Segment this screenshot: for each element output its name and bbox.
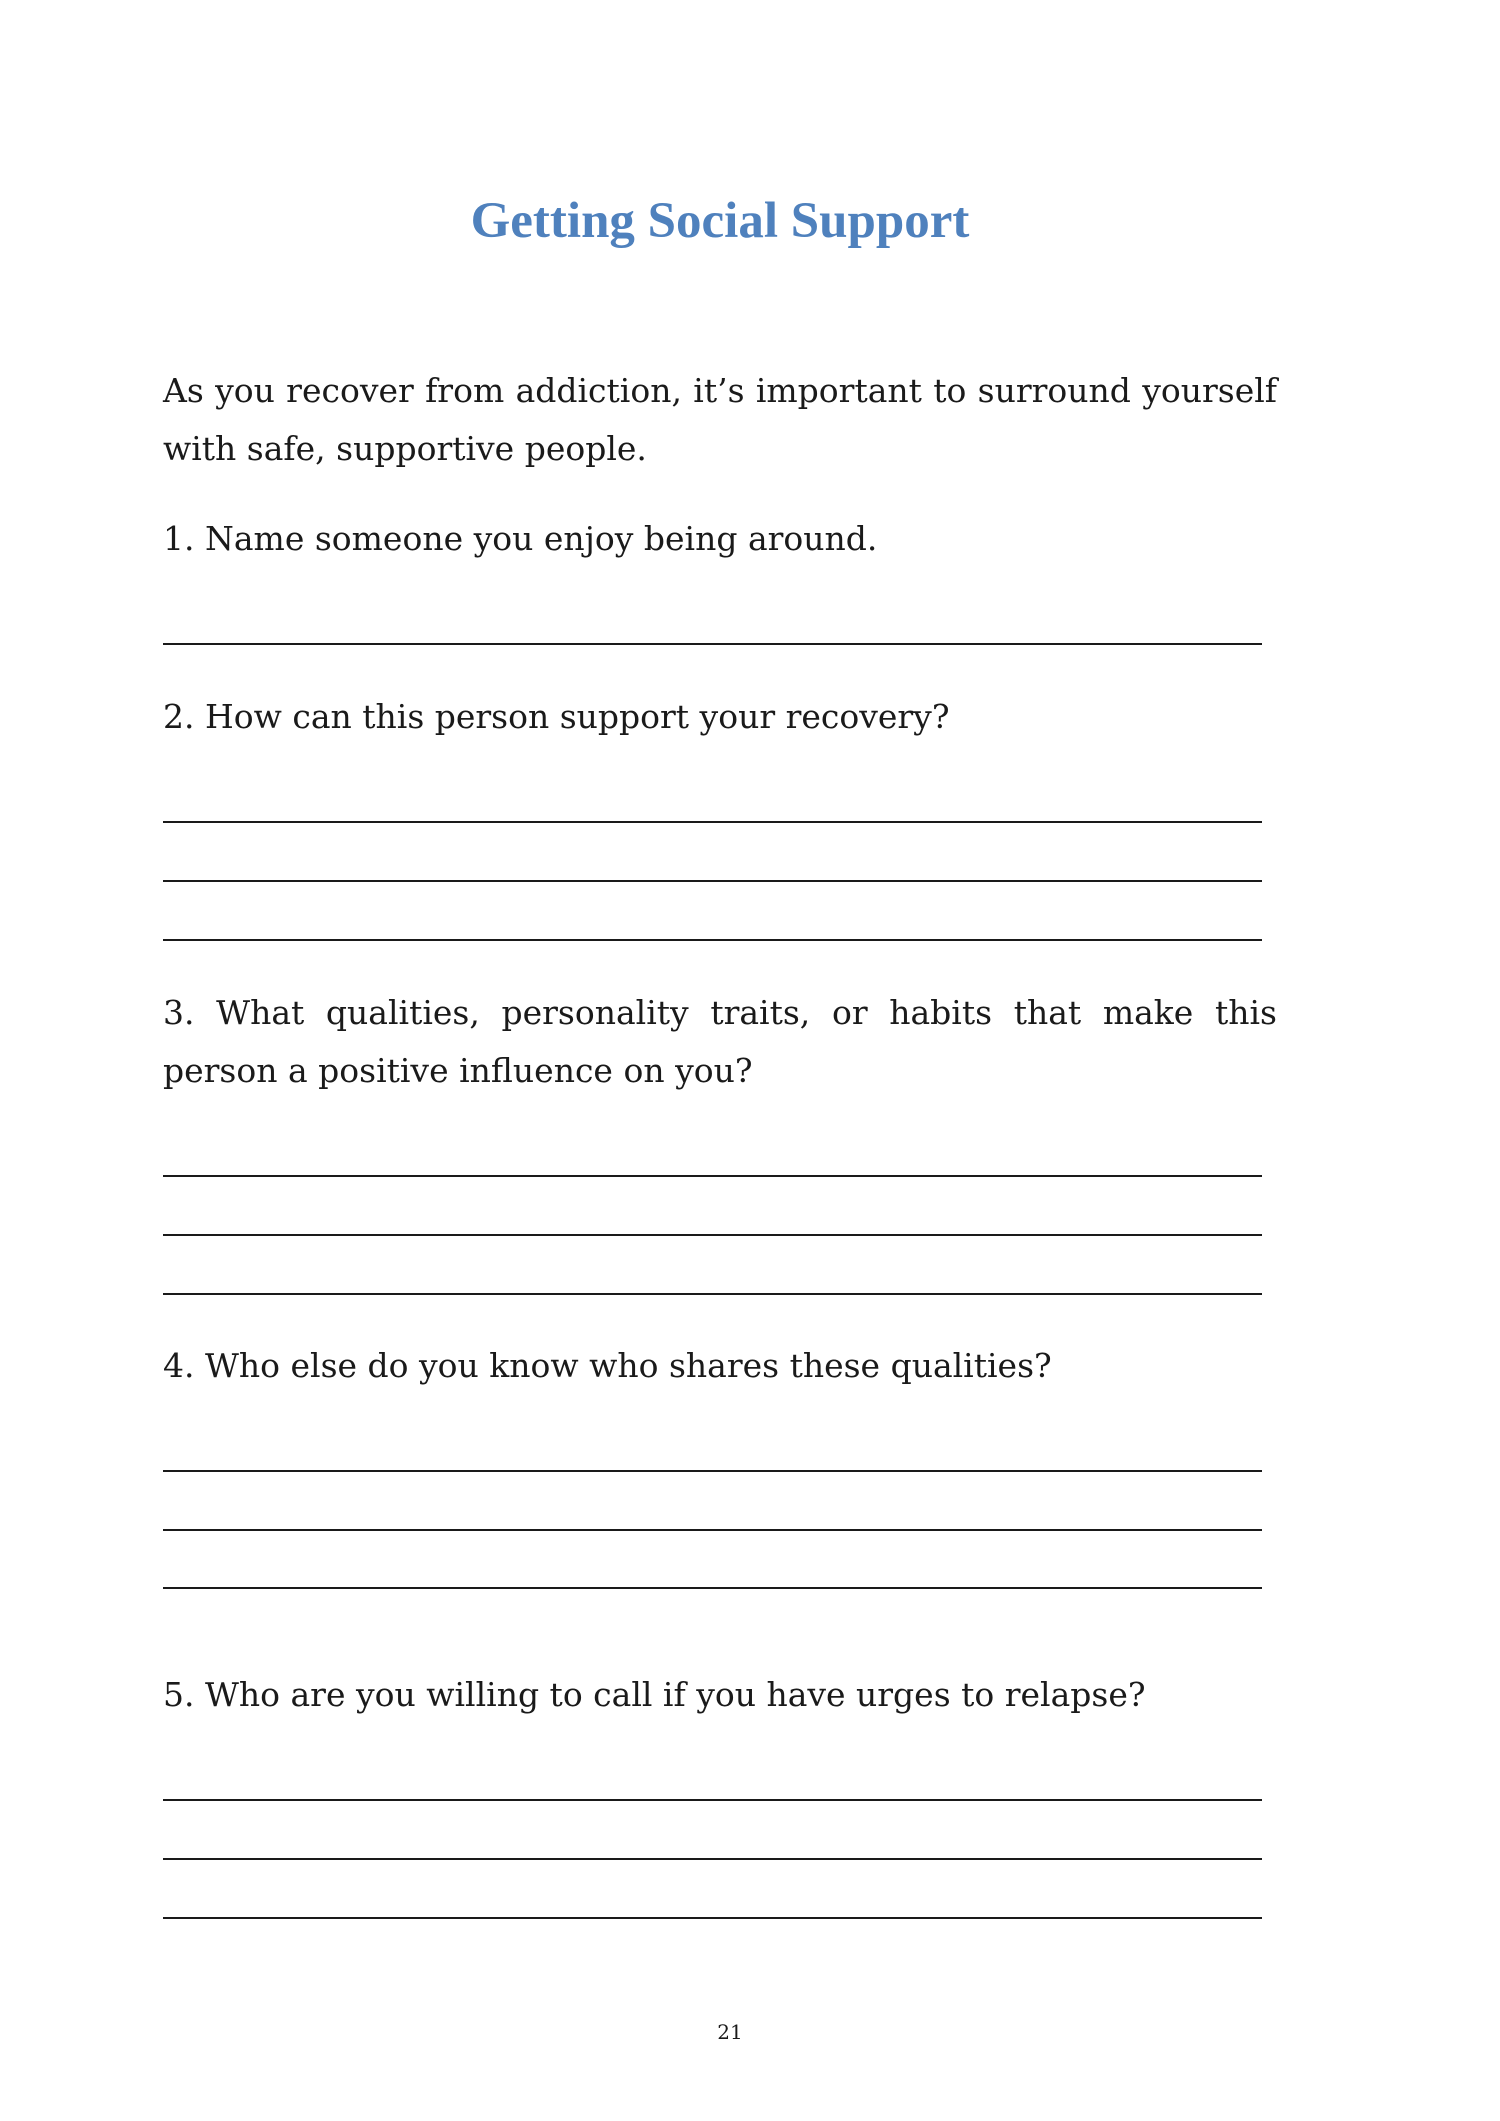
intro-text: As you recover from addiction, it’s important to surround yourself with safe, supportive people.	[163, 371, 1277, 468]
question-4: 4. Who else do you know who shares these qualities?	[163, 1346, 1052, 1385]
answer-line[interactable]	[163, 1799, 1262, 1801]
answer-line[interactable]	[163, 1529, 1262, 1531]
answer-line[interactable]	[163, 1917, 1262, 1919]
question-1: 1. Name someone you enjoy being around.	[163, 519, 878, 558]
answer-line[interactable]	[163, 1858, 1262, 1860]
question-3: 3. What qualities, personality traits, or habits that make this person a positive influence on you?	[163, 993, 1277, 1090]
page-number: 21	[717, 2020, 743, 2044]
question-5: 5. Who are you willing to call if you have urges to relapse?	[163, 1675, 1146, 1714]
answer-line[interactable]	[163, 1293, 1262, 1295]
question-2: 2. How can this person support your recovery?	[163, 697, 950, 736]
answer-line[interactable]	[163, 821, 1262, 823]
answer-line[interactable]	[163, 1470, 1262, 1472]
answer-line[interactable]	[163, 643, 1262, 645]
answer-line[interactable]	[163, 939, 1262, 941]
answer-line[interactable]	[163, 1175, 1262, 1177]
answer-line[interactable]	[163, 880, 1262, 882]
answer-line[interactable]	[163, 1587, 1262, 1589]
answer-line[interactable]	[163, 1234, 1262, 1236]
page-title: Getting Social Support	[470, 193, 970, 249]
